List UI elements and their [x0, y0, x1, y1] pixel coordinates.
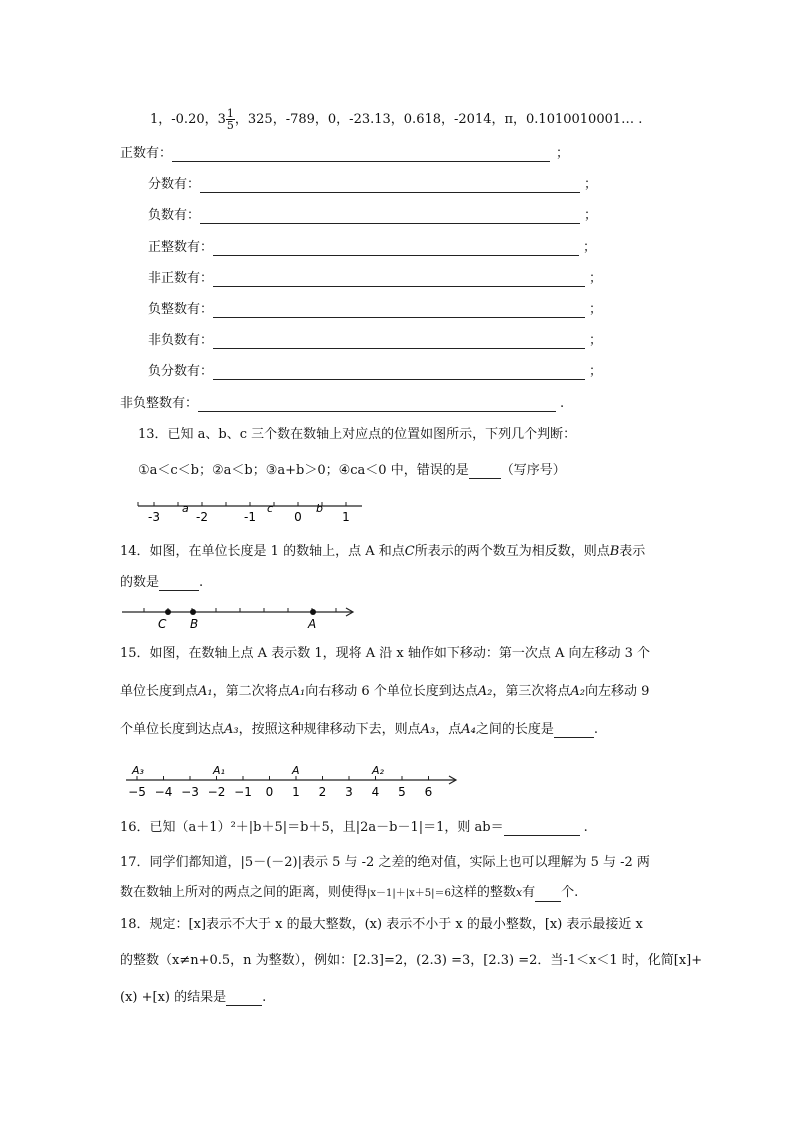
q18-line3	[120, 990, 266, 1006]
q15-text-part: 单位长度到点	[120, 684, 199, 699]
q15-line1: 15．如图，在数轴上点 A 表示数 1，现将 A 沿 x 轴作如下移动：第一次点 A 向左移动 3 个	[120, 646, 651, 661]
q15-text-part: 向右移动 6 个单位长度到达点	[305, 684, 478, 699]
axis-tick-label: 3	[345, 785, 353, 799]
axis-tick-label: 6	[424, 785, 433, 799]
category-positive	[120, 146, 569, 162]
q15-text-part: 个单位长度到达点	[120, 722, 225, 737]
axis-tick-label: 5	[398, 785, 406, 799]
answer-blank[interactable]	[213, 317, 585, 318]
q14-label-b: B	[190, 617, 199, 631]
q15-line2	[120, 684, 649, 700]
answer-blank[interactable]	[213, 348, 585, 349]
category-end: ；	[584, 177, 598, 192]
q15-a2-ref: A₂	[570, 684, 586, 699]
q14-text-part: 所表示的两个数互为相反数，则点	[414, 544, 610, 559]
q15-text-part: 向左移动 9	[585, 684, 650, 699]
q17-expression: |x－1|＋|x＋5|＝6	[367, 888, 451, 899]
category-end: ；	[589, 271, 603, 286]
category-end: ；	[583, 240, 597, 255]
q15-label-a1: A₁	[213, 764, 225, 777]
answer-blank[interactable]	[213, 379, 585, 380]
category-label: 分数有：	[148, 177, 201, 192]
category-end: ；	[584, 208, 598, 223]
q18-line1: 18．规定：[x]表示不大于 x 的最大整数，(x) 表示不小于 x 的最小整数，[x) 表示最接近 x	[120, 917, 643, 932]
axis-tick-label: 0	[265, 785, 274, 799]
numbers-before: 1，-0.20，3	[150, 112, 226, 127]
q15-a4-ref: A₄	[461, 722, 476, 737]
answer-blank[interactable]	[213, 255, 579, 256]
q17-answer-blank[interactable]	[535, 901, 561, 902]
q16-text	[120, 820, 588, 836]
axis-tick-label: 2	[318, 785, 327, 799]
q14-text-part: 的数是	[120, 575, 160, 590]
category-end: ；	[589, 302, 603, 317]
q15-a1-ref: A₁	[198, 684, 213, 699]
q15-text-part: 之间的长度是	[475, 722, 554, 737]
q15-label-a3: A₃	[132, 764, 144, 777]
axis-tick-label: -1	[244, 510, 256, 524]
q13-point-b: b	[316, 502, 323, 515]
q15-a3-ref: A₃	[224, 722, 239, 737]
q14-text-part: 表示	[619, 544, 646, 559]
category-end: ；	[589, 333, 603, 348]
answer-blank[interactable]	[200, 223, 580, 224]
q18-line2: 的整数（x≠n+0.5，n 为整数），例如：[2.3]=2，(2.3) =3，[2.3) =2．当-1＜x＜1 时，化简[x]+	[120, 953, 703, 968]
answer-blank[interactable]	[198, 411, 556, 412]
q14-text	[120, 544, 645, 560]
q15-text-part: ，第二次将点	[212, 684, 291, 699]
axis-tick-label: −1	[234, 785, 252, 799]
axis-tick-label: −3	[181, 785, 199, 799]
q14-text-2	[120, 575, 203, 591]
fraction-denominator: 5	[226, 119, 234, 132]
q14-answer-blank[interactable]	[159, 590, 199, 591]
category-positive-integer	[148, 240, 596, 256]
q16-text-end: .	[583, 820, 588, 835]
q13-point-a: a	[182, 502, 189, 515]
category-label: 负数有：	[148, 208, 201, 223]
q15-answer-blank[interactable]	[554, 737, 594, 738]
category-negative	[148, 208, 597, 224]
q17-line1: 17．同学们都知道，|5－(－2)|表示 5 与 -2 之差的绝对值，实际上也可以理解为 5 与 -2 两	[120, 855, 650, 870]
category-label: 非正数有：	[148, 271, 214, 286]
axis-tick-label: −4	[154, 785, 173, 799]
category-label: 非负整数有：	[120, 396, 199, 411]
q17-text-part: 有	[522, 885, 536, 900]
fraction-numerator: 1	[226, 107, 234, 120]
q15-label-a2: A₂	[372, 764, 384, 777]
numbers-after: ，325，-789，0，-23.13，0.618，-2014，π，0.1010010001… .	[234, 112, 643, 127]
q14-number-line	[120, 602, 360, 632]
axis-tick-label: 1	[342, 510, 350, 524]
q17-text-end: 个.	[561, 885, 579, 900]
q13-answer-blank[interactable]	[469, 478, 501, 479]
q14-dot-c	[165, 609, 171, 615]
category-label: 非负数有：	[148, 333, 214, 348]
q13-options-text: ①a＜c＜b；②a＜b；③a+b＞0；④ca＜0 中，错误的是	[138, 463, 469, 478]
category-label: 负分数有：	[148, 364, 214, 379]
category-fraction	[148, 177, 597, 193]
axis-tick-label: −5	[128, 785, 146, 799]
q16-text-part: 16．已知（a＋1）²＋|b＋5|＝b＋5，且|2a－b－1|＝1，则 ab＝	[120, 820, 504, 835]
axis-tick-label: 1	[292, 785, 300, 799]
category-end: ；	[556, 146, 570, 161]
q14-dot-b	[190, 609, 196, 615]
q18-text-end: .	[262, 990, 267, 1005]
q14-dot-a	[310, 609, 316, 615]
q15-text-part: ，第三次将点	[492, 684, 571, 699]
q14-text-end: .	[199, 575, 204, 590]
q14-label-c: C	[158, 617, 167, 631]
q13-number-line	[136, 494, 366, 526]
numbers-line	[150, 108, 642, 131]
category-negative-integer	[148, 302, 602, 318]
q15-a2-ref: A₂	[477, 684, 493, 699]
q14-label-a: A	[308, 617, 317, 631]
q14-point-c-ref: C	[404, 544, 415, 559]
q18-answer-blank[interactable]	[226, 1005, 262, 1006]
fraction-one-fifth	[226, 108, 235, 131]
category-negative-fraction	[148, 364, 602, 380]
q13-options-end: （写序号）	[500, 463, 566, 478]
category-nonpositive	[148, 271, 602, 287]
category-nonnegative-integer	[120, 396, 564, 412]
axis-tick-label: 4	[371, 785, 380, 799]
q17-text-part: 这样的整数	[450, 885, 516, 900]
q13-options	[138, 463, 566, 479]
q14-point-b-ref: B	[609, 544, 620, 559]
q17-x-ref: x	[515, 886, 523, 899]
q17-text-part: 数在数轴上所对的两点之间的距离，则使得	[120, 885, 368, 900]
category-end: ；	[589, 364, 603, 379]
q15-text-part: ，点	[435, 722, 462, 737]
category-label: 正整数有：	[148, 240, 214, 255]
q15-number-line	[124, 762, 464, 804]
answer-blank[interactable]	[200, 192, 580, 193]
q18-text-part: (x) +[x) 的结果是	[120, 990, 227, 1005]
category-end: .	[560, 396, 565, 411]
q16-answer-blank[interactable]	[504, 835, 580, 836]
axis-tick-label: -2	[196, 510, 208, 524]
q14-text-part: 14．如图，在单位长度是 1 的数轴上，点 A 和点	[120, 544, 405, 559]
answer-blank[interactable]	[213, 286, 585, 287]
answer-blank[interactable]	[172, 161, 550, 162]
category-label: 正数有：	[120, 146, 173, 161]
q15-label-a: A	[292, 764, 300, 777]
q17-line2	[120, 885, 578, 902]
q15-text-end: .	[593, 722, 599, 737]
q15-line3	[120, 722, 598, 738]
axis-tick-label: −2	[207, 785, 226, 799]
category-nonnegative	[148, 333, 602, 349]
q15-text-part: ，按照这种规律移动下去，则点	[238, 722, 421, 737]
category-label: 负整数有：	[148, 302, 214, 317]
axis-tick-label: -3	[148, 510, 160, 524]
q13-text: 13．已知 a、b、c 三个数在数轴上对应点的位置如图所示，下列几个判断：	[138, 427, 577, 442]
q13-point-c: c	[267, 502, 274, 515]
q15-a3-ref: A₃	[420, 722, 436, 737]
axis-tick-label: 0	[294, 510, 302, 524]
q15-a1-ref: A₁	[290, 684, 306, 699]
